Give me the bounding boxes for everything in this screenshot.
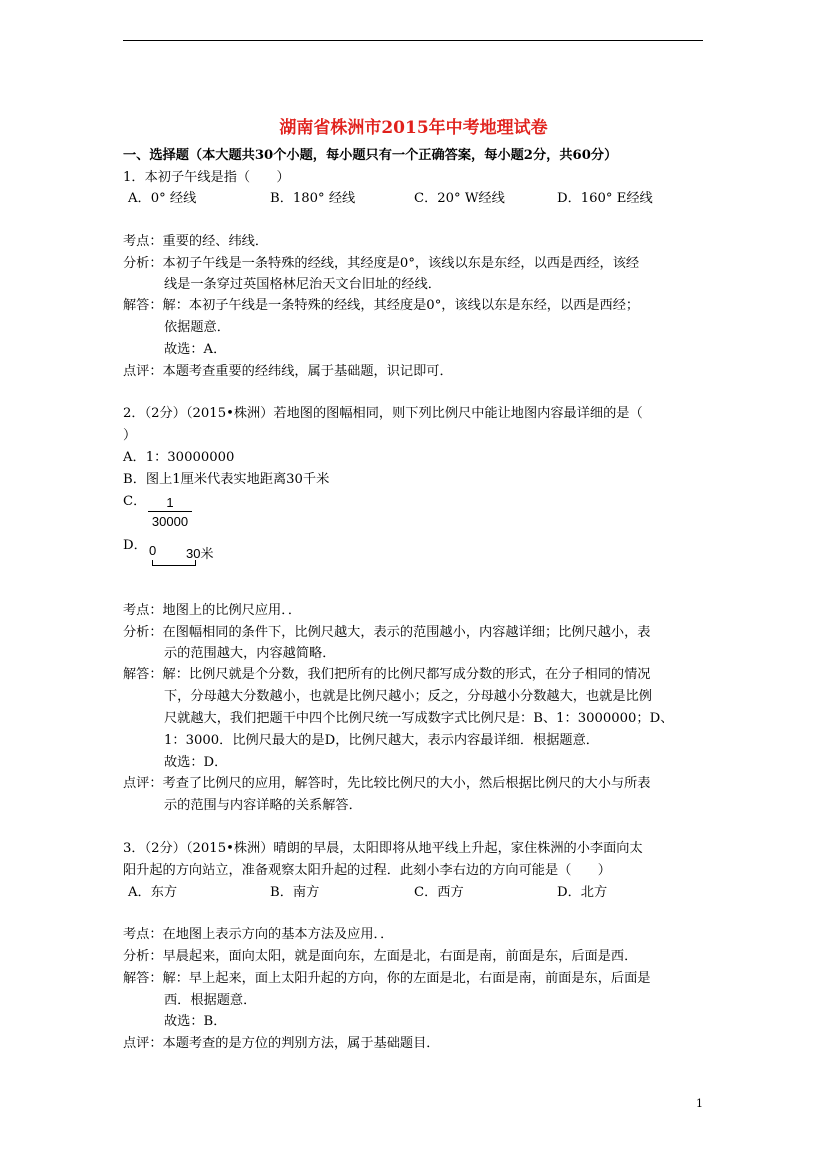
q1-stem: 1．本初子午线是指（ ） [123, 170, 290, 185]
q3-fenxi: 分析：早晨起来，面向太阳，就是面向东，左面是北，右面是南，前面是东，后面是西． [123, 949, 638, 964]
q2-stem-line1: 2．（2分）（2015•株洲）若地图的图幅相同，则下列比例尺中能让地图内容最详细的是（ [123, 406, 643, 421]
q1-kaodian: 考点：重要的经、纬线． [123, 234, 269, 249]
q1-option-b: B．180° 经线 [270, 191, 356, 206]
q2-dianping-line1: 点评：考查了比例尺的应用，解答时，先比较比例尺的大小，然后根据比例尺的大小与所表 [123, 776, 651, 791]
q2-option-d-scale-bar [149, 543, 229, 569]
q2-jieda-line1: 解答：解：比例尺就是个分数，我们把所有的比例尺都写成分数的形式，在分子相同的情况 [123, 667, 651, 682]
scale-line [152, 560, 196, 566]
q3-stem-line1: 3．（2分）（2015•株洲）晴朗的早晨，太阳即将从地平线上升起，家住株洲的小李面向太 [123, 841, 643, 856]
page-number: 1 [696, 1097, 703, 1110]
scale-distance: 30米 [186, 546, 214, 561]
q2-option-a: A．1：30000000 [123, 450, 235, 465]
q2-fenxi-line2: 示的范围越大，内容越简略． [164, 646, 336, 661]
q3-jieda-line2: 西．根据题意． [164, 993, 257, 1008]
scale-zero: 0 [149, 543, 157, 558]
fraction-denominator: 30000 [151, 514, 189, 529]
q3-option-b: B．南方 [270, 885, 320, 900]
q2-answer: 故选：D． [164, 755, 228, 770]
section-heading: 一、选择题（本大题共30个小题，每小题只有一个正确答案，每小题2分，共60分） [123, 148, 618, 163]
q2-fenxi-line1: 分析：在图幅相同的条件下，比例尺越大，表示的范围越小，内容越详细；比例尺越小，表 [123, 625, 651, 640]
fraction-numerator: 1 [166, 495, 174, 510]
q2-kaodian: 考点：地图上的比例尺应用．． [123, 603, 302, 618]
page-title: 湖南省株洲市2015年中考地理试卷 [279, 118, 548, 138]
q2-stem-line2: ） [123, 428, 137, 443]
q1-option-a: A．0° 经线 [128, 191, 197, 206]
q3-stem-line2: 阳升起的方向站立，准备观察太阳升起的过程．此刻小李右边的方向可能是（ ） [123, 863, 611, 878]
q3-answer: 故选：B． [164, 1014, 227, 1029]
q2-jieda-line2: 下，分母越大分数越小，也就是比例尺越小；反之，分母越小分数越大，也就是比例 [164, 689, 652, 704]
q2-option-b: B．图上1厘米代表实地距离30千米 [123, 472, 330, 487]
q1-dianping: 点评：本题考查重要的经纬线，属于基础题，识记即可． [123, 364, 453, 379]
q3-option-a: A．东方 [128, 885, 178, 900]
header-rule [123, 40, 703, 41]
q2-option-c-fraction [148, 495, 192, 530]
q1-fenxi-line1: 分析：本初子午线是一条特殊的经线，其经度是0°，该线以东是东经，以西是西经，该经 [123, 256, 640, 271]
fraction-bar [148, 511, 192, 512]
q2-jieda-line3: 尺就越大，我们把题干中四个比例尺统一写成数字式比例尺是：B、1：3000000；D、 [164, 711, 674, 726]
q1-answer: 故选：A． [164, 342, 227, 357]
q3-dianping: 点评：本题考查的是方位的判别方法，属于基础题目． [123, 1036, 440, 1051]
q3-kaodian: 考点：在地图上表示方向的基本方法及应用．． [123, 927, 394, 942]
q3-option-d: D．北方 [557, 885, 608, 900]
q1-option-c: C．20° W经线 [414, 191, 505, 206]
q1-option-d: D．160° E经线 [557, 191, 653, 206]
q1-jieda-line1: 解答：解：本初子午线是一条特殊的经线，其经度是0°，该线以东是东经，以西是西经； [123, 298, 640, 313]
q2-dianping-line2: 示的范围与内容详略的关系解答． [164, 798, 362, 813]
q2-option-d-label: D． [123, 538, 147, 553]
q1-jieda-line2: 依据题意． [164, 320, 230, 335]
q2-jieda-line4: 1：3000．比例尺最大的是D，比例尺越大，表示内容最详细．根据题意． [164, 733, 599, 748]
q2-option-c-label: C． [123, 494, 147, 509]
q3-jieda-line1: 解答：解：早上起来，面上太阳升起的方向，你的左面是北，右面是南，前面是东，后面是 [123, 971, 651, 986]
q3-option-c: C．西方 [414, 885, 464, 900]
q1-fenxi-line2: 线是一条穿过英国格林尼治天文台旧址的经线． [164, 277, 441, 292]
